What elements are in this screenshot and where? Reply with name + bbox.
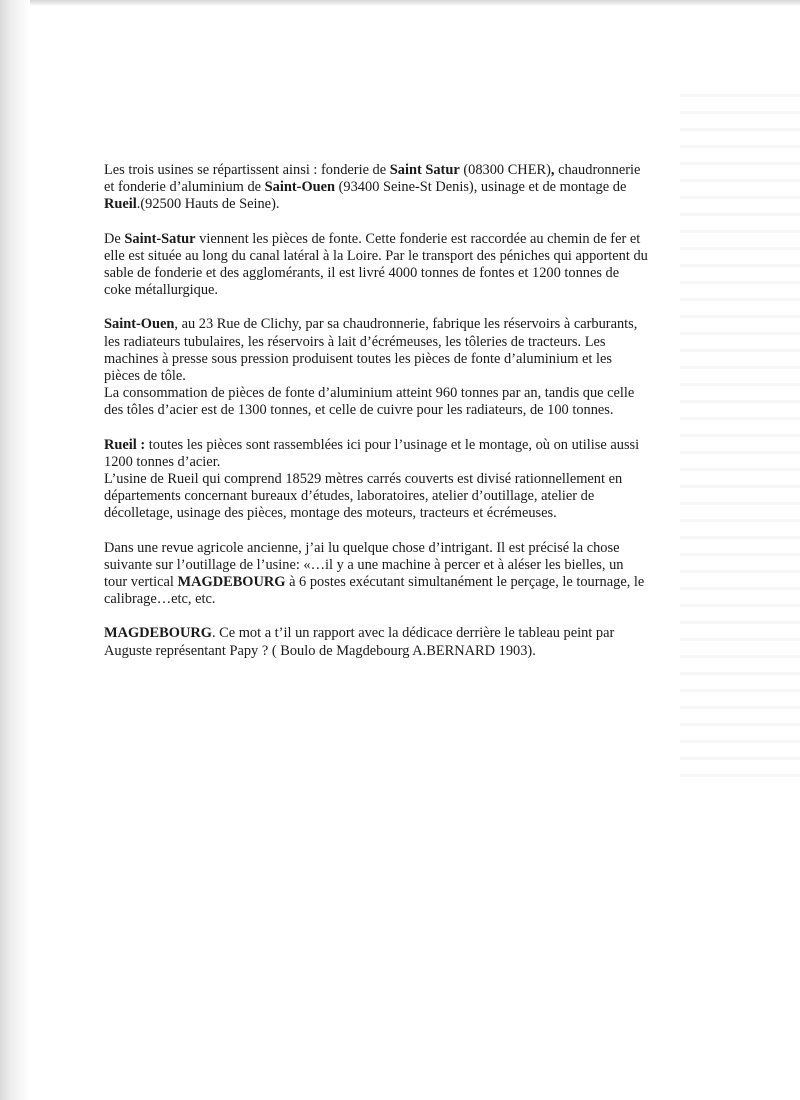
bold-place-name: Saint-Ouen (264, 179, 336, 196)
text-line: décolletage, usinage des pièces, montage des moteurs, tracteurs et écrémeuses. (104, 505, 557, 522)
text-line: machines à presse sous pression produisent toutes les pièces de fonte d’aluminium et les (104, 350, 612, 367)
text-line: Dans une revue agricole ancienne, j’ai lu quelque chose d’intrigant. Il est précisé la chose (104, 539, 620, 556)
text-line: les radiateurs tubulaires, les réservoirs à lait d’écrémeuses, les tôleries de tracteurs. Les (104, 333, 606, 350)
text-run: (93400 Seine-St Denis), usinage et de montage de (335, 179, 627, 196)
bold-place-name: Saint-Satur (124, 230, 196, 247)
bold-keyword: MAGDEBOURG (177, 574, 286, 591)
text-line (104, 231, 704, 248)
bold-place-name: Saint-Ouen (104, 316, 175, 333)
text-line: des tôles d’acier est de 1300 tonnes, et celle de cuivre pour les radiateurs, de 100 tonnes. (104, 402, 614, 419)
bold-place-name: Rueil : (104, 436, 146, 453)
text-run: toutes les pièces sont rassemblées ici pour l’usinage et le montage, où on utilise aussi (145, 436, 640, 453)
bold-keyword: MAGDEBOURG (104, 625, 212, 642)
text-line: départements concernant bureaux d’études, laboratoires, atelier d’outillage, atelier de (104, 488, 595, 505)
bold-comma: , (550, 162, 555, 178)
text-run: chaudronnerie (554, 162, 641, 178)
text-line (104, 625, 704, 642)
paragraph-agricultural-review (104, 540, 704, 609)
text-line (104, 316, 704, 333)
paragraph-factories-overview (104, 162, 704, 214)
paragraph-saint-ouen (104, 316, 704, 419)
text-line (104, 196, 704, 213)
document-body (104, 162, 704, 677)
bold-place-name: Rueil (104, 196, 137, 213)
text-run: (08300 CHER) (459, 162, 551, 178)
paragraph-saint-satur (104, 231, 704, 300)
text-line: calibrage…etc, etc. (104, 591, 216, 608)
text-run: De (104, 230, 125, 247)
text-line (104, 574, 704, 591)
text-line: pièces de tôle. (104, 368, 186, 385)
text-line (104, 437, 704, 454)
paragraph-rueil (104, 437, 704, 523)
paragraph-magdebourg (104, 625, 704, 659)
text-line: suivante sur l’outillage de l’usine: «…il y a une machine à percer et à aléser les bielles, un (104, 556, 624, 573)
text-line: Auguste représentant Papy ? ( Boulo de Magdebourg A.BERNARD 1903). (104, 642, 536, 659)
text-run: Les trois usines se répartissent ainsi : fonderie de (104, 162, 390, 178)
text-run: . Ce mot a t’il un rapport avec la dédicace derrière le tableau peint par (211, 625, 615, 642)
text-line: coke métallurgique. (104, 282, 219, 299)
text-line: sable de fonderie et des agglomérants, il est livré 4000 tonnes de fontes et 1200 tonnes de (104, 265, 620, 282)
scan-top-edge (30, 0, 800, 6)
bold-place-name: Saint Satur (389, 162, 460, 178)
text-run: tour vertical (104, 574, 178, 591)
text-run: viennent les pièces de fonte. Cette fonderie est raccordée au chemin de fer et (195, 230, 641, 247)
text-line: elle est située au long du canal latéral à la Loire. Par le transport des péniches qui apportent du (104, 247, 648, 264)
text-line: L’usine de Rueil qui comprend 18529 mètres carrés couverts est divisé rationnellement en (104, 471, 623, 488)
text-run: et fonderie d’aluminium de (104, 179, 265, 196)
text-line (104, 162, 704, 179)
text-run: à 6 postes exécutant simultanément le perçage, le tournage, le (285, 574, 645, 591)
text-run: , au 23 Rue de Clichy, par sa chaudronnerie, fabrique les réservoirs à carburants, (174, 316, 638, 333)
scan-left-edge (0, 0, 30, 1100)
text-line: La consommation de pièces de fonte d’aluminium atteint 960 tonnes par an, tandis que celle (104, 385, 635, 402)
text-line (104, 179, 704, 196)
text-run: .(92500 Hauts de Seine). (136, 196, 280, 213)
text-line: 1200 tonnes d’acier. (104, 453, 221, 470)
